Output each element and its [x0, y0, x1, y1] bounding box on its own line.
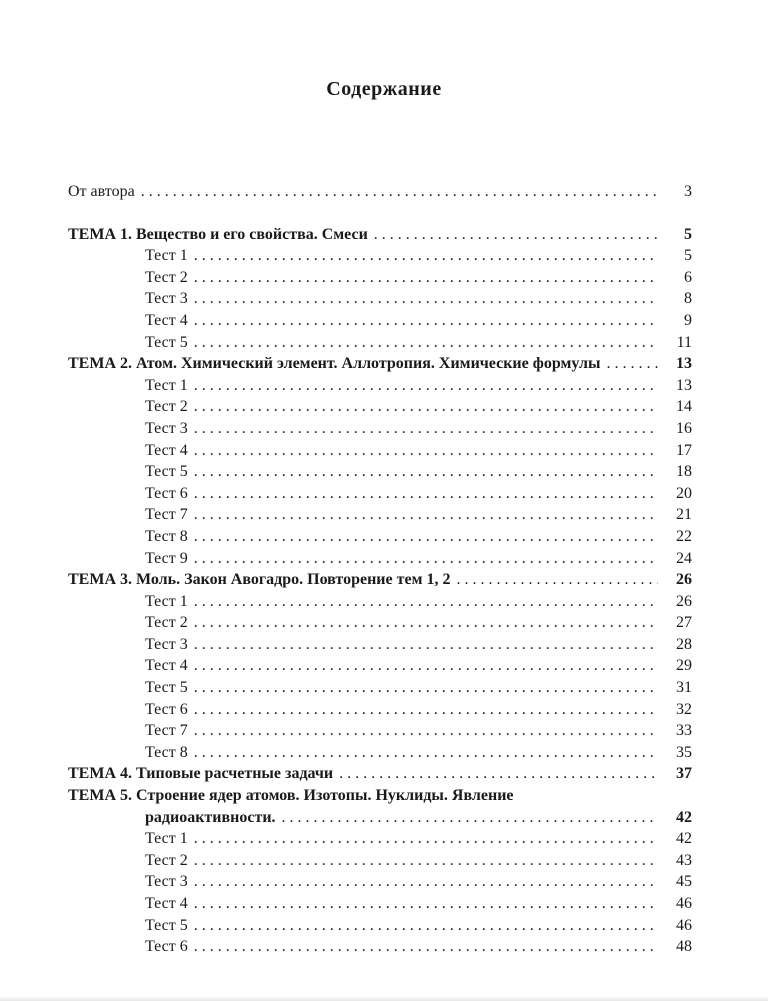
toc-entry	[68, 396, 692, 418]
toc-entry-label: Тест 6	[145, 938, 188, 956]
page-title: Содержание	[326, 78, 442, 100]
toc-page-number: 45	[676, 873, 692, 891]
toc-entry	[68, 742, 692, 764]
toc-entry-label: ТЕМА 4. Типовые расчетные задачи	[68, 765, 334, 783]
toc-entry-label: Тест 4	[145, 657, 188, 675]
page-bottom-shadow	[0, 996, 768, 1001]
toc-entry	[68, 548, 692, 570]
toc-page-number: 35	[676, 743, 692, 761]
toc-page-number: 20	[676, 484, 692, 502]
toc-page-number: 26	[676, 571, 692, 589]
toc-entry	[68, 353, 692, 375]
toc-page-number: 27	[676, 614, 692, 632]
toc-page-number: 14	[676, 398, 692, 416]
toc-entry	[68, 699, 692, 721]
toc-entry-label: радиоактивности.	[145, 808, 276, 826]
toc-page-number: 16	[676, 419, 692, 437]
toc-page-number: 13	[676, 355, 692, 373]
toc-page-number: 13	[676, 376, 692, 394]
toc-entry-label: Тест 8	[145, 527, 188, 545]
toc-page-number: 5	[684, 225, 692, 243]
toc-page-number: 8	[684, 290, 692, 308]
toc-entry	[68, 807, 692, 829]
toc-entry	[68, 440, 692, 462]
toc-entry-label: Тест 7	[145, 722, 188, 740]
toc-page-number: 33	[676, 722, 692, 740]
toc-leader-dots	[194, 612, 658, 634]
toc-leader-dots	[194, 483, 658, 505]
toc-leader-dots	[194, 742, 658, 764]
toc-entry-label: Тест 7	[145, 506, 188, 524]
toc-entry-label: Тест 1	[145, 247, 188, 265]
toc-leader-dots	[194, 461, 658, 483]
toc-entry	[68, 785, 692, 807]
toc-entry-label: ТЕМА 5. Строение ядер атомов. Изотопы. Нуклиды. Явление	[68, 787, 514, 805]
toc-entry-label: ТЕМА 1. Вещество и его свойства. Смеси	[68, 225, 368, 243]
toc-leader-dots	[194, 245, 658, 267]
toc-leader-dots	[606, 353, 658, 375]
toc-entry	[68, 720, 692, 742]
toc-page-number: 32	[676, 700, 692, 718]
toc-page-number: 26	[676, 592, 692, 610]
toc-leader-dots	[374, 224, 658, 246]
toc-page-number: 46	[676, 916, 692, 934]
toc-leader-dots	[141, 181, 658, 203]
toc-page-number: 28	[676, 635, 692, 653]
toc-page-number: 37	[676, 765, 692, 783]
toc-entry	[68, 655, 692, 677]
toc-entry	[68, 677, 692, 699]
toc-entry	[68, 245, 692, 267]
toc-page-number: 18	[676, 463, 692, 481]
toc-entry-label: Тест 4	[145, 441, 188, 459]
toc-page-number: 5	[684, 247, 692, 265]
toc-leader-dots	[194, 828, 658, 850]
toc-entry-label: Тест 4	[145, 311, 188, 329]
toc-page-number: 24	[676, 549, 692, 567]
toc-entry	[68, 288, 692, 310]
toc-entry-label: Тест 5	[145, 916, 188, 934]
toc-entry-label: Тест 5	[145, 679, 188, 697]
toc-entry-label: Тест 3	[145, 635, 188, 653]
toc-page-number: 21	[676, 506, 692, 524]
toc-entry	[68, 612, 692, 634]
toc-leader-dots	[194, 871, 658, 893]
toc-page-number: 22	[676, 527, 692, 545]
toc-leader-dots	[194, 699, 658, 721]
toc-page-number: 42	[676, 830, 692, 848]
toc-entry	[68, 310, 692, 332]
toc-entry-label: Тест 4	[145, 895, 188, 912]
toc-entry-label: Тест 9	[145, 549, 188, 567]
toc-entry	[68, 375, 692, 397]
toc-entry-label: Тест 2	[145, 398, 188, 416]
toc-page-number: 3	[684, 183, 692, 200]
toc-leader-dots	[194, 634, 658, 656]
toc-page-number: 11	[676, 333, 692, 351]
toc-page-number: 42	[676, 808, 692, 826]
toc-entry	[68, 591, 692, 613]
toc-entry	[68, 461, 692, 483]
toc-page-number: 29	[676, 657, 692, 675]
toc-leader-dots	[194, 548, 658, 570]
toc-page-number: 17	[676, 441, 692, 459]
toc-entry	[68, 332, 692, 354]
toc-entry-label: ТЕМА 3. Моль. Закон Авогадро. Повторение тем 1, 2	[68, 571, 451, 589]
toc-entry	[68, 267, 692, 289]
toc-entry-label: От автора	[68, 183, 135, 200]
toc-page-number: 43	[676, 851, 692, 869]
toc-list	[68, 181, 692, 958]
toc-entry-label: Тест 3	[145, 873, 188, 891]
toc-entry-label: Тест 3	[145, 290, 188, 308]
toc-leader-dots	[194, 310, 658, 332]
toc-entry	[68, 936, 692, 958]
toc-leader-dots	[194, 591, 658, 613]
toc-entry-label: Тест 3	[145, 419, 188, 437]
toc-entry	[68, 483, 692, 505]
toc-leader-dots	[194, 504, 658, 526]
toc-leader-dots	[194, 720, 658, 742]
toc-entry	[68, 871, 692, 893]
toc-entry-label: Тест 1	[145, 592, 188, 610]
toc-entry	[68, 224, 692, 246]
toc-leader-dots	[194, 655, 658, 677]
toc-leader-dots	[194, 332, 658, 354]
toc-entry-label: Тест 5	[145, 333, 188, 351]
toc-entry-label: Тест 5	[145, 463, 188, 481]
toc-leader-dots	[194, 418, 658, 440]
toc-entry	[68, 828, 692, 850]
toc-page-number: 9	[684, 311, 692, 329]
toc-page-number: 6	[684, 268, 692, 286]
toc-leader-dots	[339, 763, 658, 785]
toc-entry	[68, 915, 692, 937]
toc-leader-dots	[194, 936, 658, 958]
toc-entry-label: Тест 6	[145, 700, 188, 718]
toc-entry	[68, 181, 692, 203]
toc-page-number: 46	[676, 895, 692, 912]
toc-leader-dots	[194, 375, 658, 397]
toc-entry	[68, 418, 692, 440]
toc-entry-label: ТЕМА 2. Атом. Химический элемент. Аллотропия. Химические формулы	[68, 355, 601, 373]
toc-entry-label: Тест 2	[145, 614, 188, 632]
toc-entry	[68, 634, 692, 656]
toc-entry-label: Тест 1	[145, 830, 188, 848]
toc-entry-label: Тест 2	[145, 268, 188, 286]
toc-leader-dots	[194, 915, 658, 937]
toc-entry	[68, 850, 692, 872]
toc-entry-label: Тест 6	[145, 484, 188, 502]
toc-leader-dots	[194, 526, 658, 548]
toc-leader-dots	[194, 677, 658, 699]
toc-leader-dots	[194, 267, 658, 289]
toc-leader-dots	[282, 807, 658, 829]
toc-leader-dots	[194, 288, 658, 310]
toc-leader-dots	[194, 440, 658, 462]
toc-entry-label: Тест 1	[145, 376, 188, 394]
toc-leader-dots	[194, 396, 658, 418]
toc-entry	[68, 763, 692, 785]
toc-leader-dots	[194, 850, 658, 872]
toc-leader-dots	[194, 893, 658, 915]
toc-leader-dots	[456, 569, 658, 591]
toc-entry	[68, 893, 692, 915]
toc-entry	[68, 504, 692, 526]
toc-page-number: 31	[676, 679, 692, 697]
toc-page-number: 48	[676, 938, 692, 956]
toc-entry	[68, 569, 692, 591]
toc-entry	[68, 526, 692, 548]
toc-entry-label: Тест 8	[145, 743, 188, 761]
toc-entry-label: Тест 2	[145, 851, 188, 869]
